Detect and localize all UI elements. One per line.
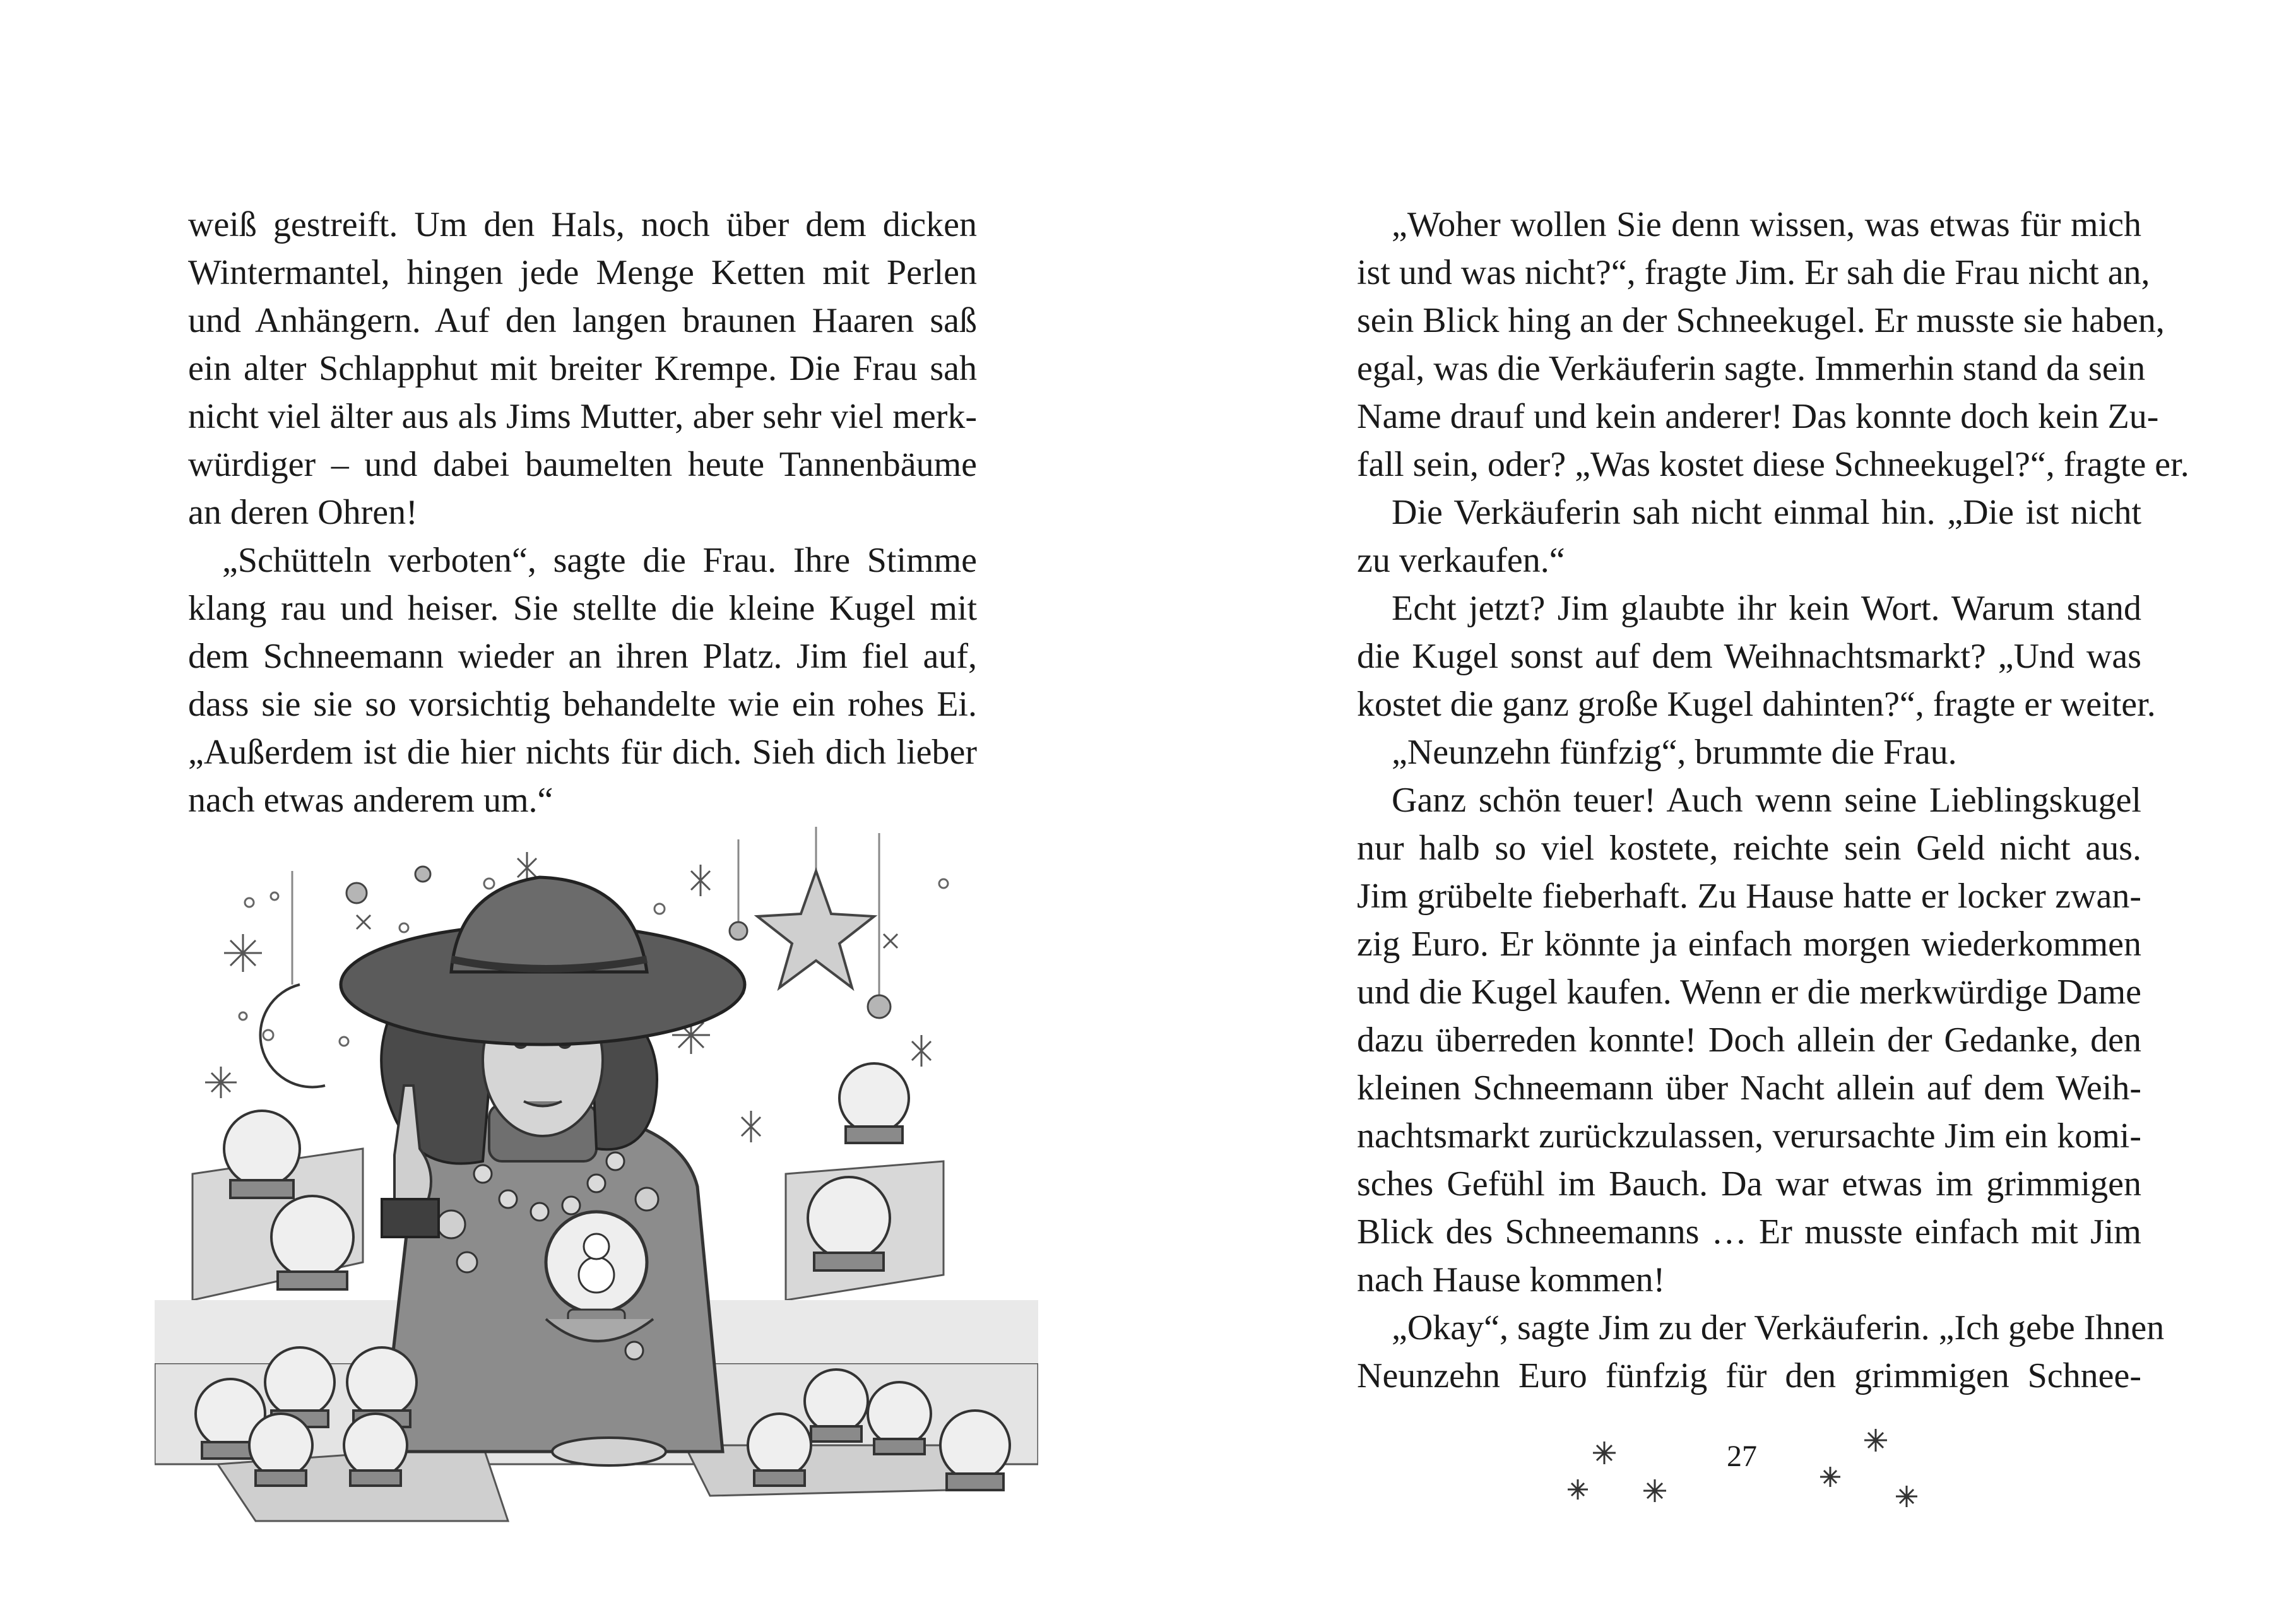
left-line-11: dass sie sie so vorsichtig behandelte wie ein rohes Ei. <box>188 685 977 724</box>
right-line-25: Neunzehn Euro fünfzig für den grimmigen Schnee- <box>1357 1356 2141 1395</box>
left-line-1: weiß gestreift. Um den Hals, noch über dem dicken <box>188 205 977 244</box>
right-line-16: zig Euro. Er könnte ja einfach morgen wiederkommen <box>1357 925 2141 964</box>
right-line-1: „Woher wollen Sie denn wissen, was etwas für mich <box>1392 205 2141 244</box>
right-line-19: kleinen Schneemann über Nacht allein auf dem Weih- <box>1357 1068 2141 1108</box>
right-line-2: ist und was nicht?“, fragte Jim. Er sah die Frau nicht an, <box>1357 253 2150 292</box>
right-line-4: egal, was die Verkäuferin sagte. Immerhin stand da sein <box>1357 349 2146 388</box>
right-line-22: Blick des Schneemanns … Er musste einfach mit Jim <box>1357 1212 2141 1252</box>
page-number: 27 <box>1727 1440 1757 1473</box>
witch-market-illustration <box>155 820 1038 1527</box>
right-line-11: kostet die ganz große Kugel dahinten?“, fragte er weiter. <box>1357 685 2156 724</box>
right-line-21: sches Gefühl im Bauch. Da war etwas im grimmigen <box>1357 1164 2141 1204</box>
right-line-9: Echt jetzt? Jim glaubte ihr kein Wort. Warum stand <box>1392 589 2141 628</box>
left-line-13: nach etwas anderem um.“ <box>188 781 553 820</box>
left-line-2: Wintermantel, hingen jede Menge Ketten mit Perlen <box>188 253 977 292</box>
right-line-14: nur halb so viel kostete, reichte sein Geld nicht aus. <box>1357 829 2141 868</box>
right-line-23: nach Hause kommen! <box>1357 1260 1666 1299</box>
right-line-5: Name drauf und kein anderer! Das konnte doch kein Zu- <box>1357 397 2159 436</box>
right-line-15: Jim grübelte fieberhaft. Zu Hause hatte er locker zwan- <box>1357 877 2141 916</box>
left-line-3: und Anhängern. Auf den langen braunen Haaren saß <box>188 301 977 340</box>
right-line-24: „Okay“, sagte Jim zu der Verkäuferin. „Ich gebe Ihnen <box>1392 1308 2165 1347</box>
left-line-6: würdiger – und dabei baumelten heute Tannenbäume <box>188 445 977 484</box>
left-line-5: nicht viel älter aus als Jims Mutter, aber sehr viel merk- <box>188 397 977 436</box>
left-line-10: dem Schneemann wieder an ihren Platz. Jim fiel auf, <box>188 637 977 676</box>
left-line-9: klang rau und heiser. Sie stellte die kleine Kugel mit <box>188 589 977 628</box>
right-line-8: zu verkaufen.“ <box>1357 541 1565 580</box>
right-line-18: dazu überreden konnte! Doch allein der Gedanke, den <box>1357 1021 2141 1060</box>
right-line-17: und die Kugel kaufen. Wenn er die merkwürdige Dame <box>1357 973 2141 1012</box>
right-line-7: Die Verkäuferin sah nicht einmal hin. „Die ist nicht <box>1392 493 2141 532</box>
right-line-12: „Neunzehn fünfzig“, brummte die Frau. <box>1392 733 1957 772</box>
right-line-6: fall sein, oder? „Was kostet diese Schneekugel?“, fragte er. <box>1357 445 2189 484</box>
left-line-12: „Außerdem ist die hier nichts für dich. Sieh dich lieber <box>188 733 977 772</box>
left-line-4: ein alter Schlapphut mit breiter Krempe. Die Frau sah <box>188 349 977 388</box>
left-line-7: an deren Ohren! <box>188 493 418 532</box>
right-line-20: nachtsmarkt zurückzulassen, verursachte Jim ein komi- <box>1357 1116 2141 1156</box>
right-line-3: sein Blick hing an der Schneekugel. Er musste sie haben, <box>1357 301 2165 340</box>
right-line-10: die Kugel sonst auf dem Weihnachtsmarkt? „Und was <box>1357 637 2141 676</box>
left-line-8: „Schütteln verboten“, sagte die Frau. Ihre Stimme <box>222 541 977 580</box>
right-line-13: Ganz schön teuer! Auch wenn seine Lieblingskugel <box>1392 781 2141 820</box>
